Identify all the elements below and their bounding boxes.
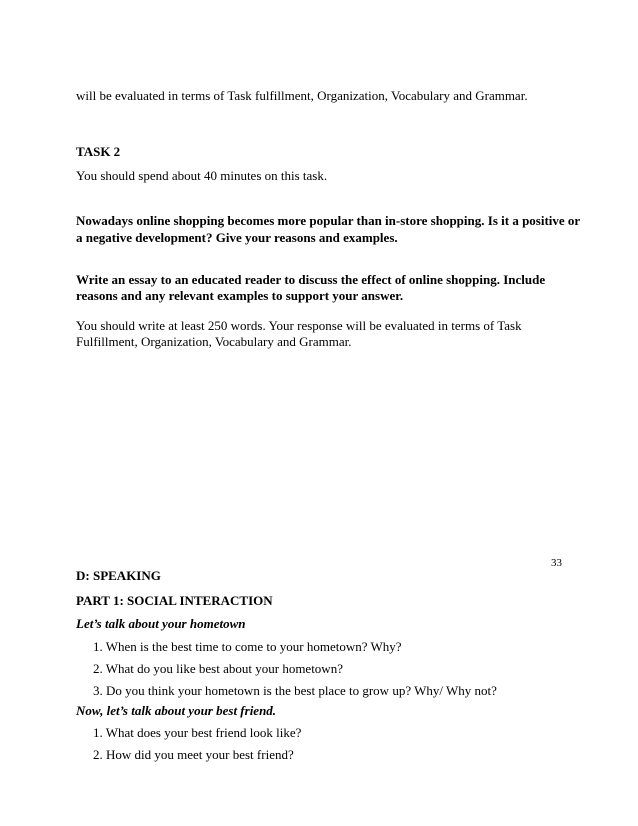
task2-prompt-line-1: Nowadays online shopping becomes more popular than in-store shopping. Is it a positive or xyxy=(76,213,581,228)
task2-heading: TASK 2 xyxy=(76,144,121,159)
speaking-heading: D: SPEAKING xyxy=(76,568,161,583)
hometown-question-2: 2. What do you like best about your hometown? xyxy=(93,661,343,676)
task1-continuation-text: will be evaluated in terms of Task fulfillment, Organization, Vocabulary and Grammar. xyxy=(76,88,528,103)
best-friend-question-2: 2. How did you meet your best friend? xyxy=(93,747,294,762)
best-friend-question-1: 1. What does your best friend look like? xyxy=(93,725,302,740)
task2-prompt-line-2: a negative development? Give your reasons and examples. xyxy=(76,230,398,245)
task2-instruction-line-1: Write an essay to an educated reader to discuss the effect of online shopping. Include xyxy=(76,272,546,287)
hometown-question-3: 3. Do you think your hometown is the best place to grow up? Why/ Why not? xyxy=(93,683,497,698)
task2-instruction-line-2: reasons and any relevant examples to support your answer. xyxy=(76,288,404,303)
page-number: 33 xyxy=(551,557,562,569)
hometown-question-1: 1. When is the best time to come to your hometown? Why? xyxy=(93,639,402,654)
task2-requirement-line-1: You should write at least 250 words. Your response will be evaluated in terms of Task xyxy=(76,318,522,333)
task2-requirement-line-2: Fulfillment, Organization, Vocabulary and Grammar. xyxy=(76,334,352,349)
topic-best-friend-heading: Now, let’s talk about your best friend. xyxy=(76,703,277,718)
task2-time-note: You should spend about 40 minutes on this task. xyxy=(76,168,328,183)
part1-heading: PART 1: SOCIAL INTERACTION xyxy=(76,593,273,608)
topic-hometown-heading: Let’s talk about your hometown xyxy=(76,616,246,631)
